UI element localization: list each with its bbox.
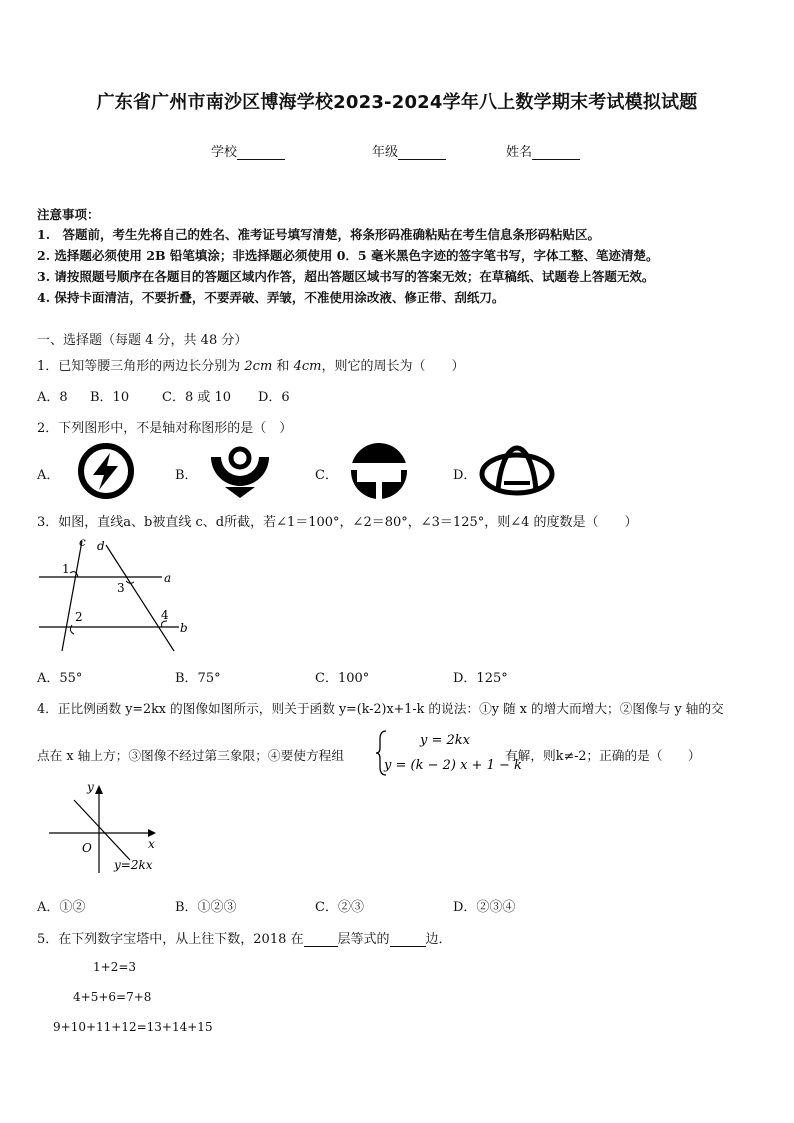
q5-row-2: 4+5+6=7+8 <box>73 990 152 1004</box>
q4-option-d[interactable]: D．②③④ <box>453 900 516 915</box>
q5-blank-2[interactable] <box>390 935 426 947</box>
name-label: 姓名 <box>506 145 533 160</box>
school-blank[interactable] <box>237 147 285 160</box>
note-item-2: 2. 选择题必须使用 2B 铅笔填涂；非选择题必须使用 0．5 毫米黑色字迹的签字笔书写，字体工整、笔迹清楚。 <box>37 248 659 263</box>
q4-graph <box>44 778 164 876</box>
q3-label-b: b <box>180 621 188 635</box>
q2-option-b[interactable]: B． <box>175 468 198 483</box>
notes-heading: 注意事项： <box>37 207 100 222</box>
q2-figure-c-quarter-disc-icon <box>347 443 411 499</box>
q2-option-a[interactable]: A． <box>37 468 60 483</box>
grade-blank[interactable] <box>398 147 446 160</box>
question-4-line-2-start: 点在 x 轴上方；③图像不经过第三象限；④要使方程组 <box>37 748 345 763</box>
name-blank[interactable] <box>532 147 580 160</box>
q1-option-a[interactable]: A．8 <box>37 390 68 405</box>
q3-label-3: 3 <box>117 581 125 595</box>
q3-option-a[interactable]: A．55° <box>37 671 83 686</box>
q2-option-c[interactable]: C． <box>315 468 338 483</box>
note-item-4: 4. 保持卡面清洁，不要折叠，不要弄破、弄皱，不准使用涂改液、修正带、刮纸刀。 <box>37 290 505 305</box>
q5-row-3: 9+10+11+12=13+14+15 <box>53 1020 213 1034</box>
q4-equation-2: y = (k − 2) x + 1 − k <box>384 758 522 773</box>
q3-label-a: a <box>164 571 172 585</box>
note-item-1: 1. 答题前，考生先将自己的姓名、准考证号填写清楚，将条形码准确粘贴在考生信息条形码粘贴区。 <box>37 227 601 242</box>
q3-option-b[interactable]: B．75° <box>175 671 221 686</box>
q3-label-c: c <box>79 535 86 549</box>
q3-label-2: 2 <box>75 610 83 624</box>
q3-figure <box>34 533 194 655</box>
q4-option-b[interactable]: B．①②③ <box>175 900 237 915</box>
section-heading: 一、选择题（每题 4 分，共 48 分） <box>37 333 248 348</box>
q4-label-y: y <box>87 780 94 794</box>
question-2: 2．下列图形中，不是轴对称图形的是（ ） <box>37 421 293 436</box>
q4-equation-system <box>376 729 522 777</box>
q3-label-4: 4 <box>161 608 169 622</box>
q4-equation-1: y = 2kx <box>420 733 470 748</box>
school-label: 学校 <box>211 145 238 160</box>
q4-label-origin: O <box>82 841 92 855</box>
q4-label-x: x <box>148 837 155 851</box>
q1-option-c[interactable]: C．8 或 10 <box>162 390 232 405</box>
question-4-line-1: 4．正比例函数 y=2kx 的图像如图所示，则关于函数 y=(k-2)x+1-k 的说法：①y 随 x 的增大而增大；②图像与 y 轴的交 <box>37 701 724 716</box>
q1-option-b[interactable]: B．10 <box>90 390 130 405</box>
q3-option-d[interactable]: D．125° <box>453 671 508 686</box>
q5-blank-1[interactable] <box>304 935 338 947</box>
q3-label-d: d <box>97 539 105 553</box>
q2-option-d[interactable]: D． <box>453 468 477 483</box>
grade-label: 年级 <box>372 145 399 160</box>
question-5: 5．在下列数字宝塔中，从上往下数，2018 在 层等式的 边． <box>37 932 452 947</box>
q3-line-c <box>62 541 82 651</box>
grade-field[interactable] <box>372 141 446 160</box>
q2-figure-d-oval-arch-icon <box>478 443 556 499</box>
page-title: 广东省广州市南沙区博海学校2023-2024学年八上数学期末考试模拟试题 <box>96 92 698 113</box>
question-1: 1．已知等腰三角形的两边长分别为 2cm 和 4cm，则它的周长为（ ） <box>37 359 465 374</box>
q3-option-c[interactable]: C．100° <box>315 671 370 686</box>
q4-option-c[interactable]: C．②③ <box>315 900 364 915</box>
q3-line-d <box>106 545 174 651</box>
question-3: 3．如图，直线a、b被直线 c、d所截，若∠1＝100°，∠2＝80°，∠3＝125°，则∠4 的度数是（ ） <box>37 515 638 530</box>
q5-row-1: 1+2=3 <box>93 960 137 974</box>
q1-option-d[interactable]: D．6 <box>258 390 290 405</box>
q4-option-a[interactable]: A．①② <box>37 900 86 915</box>
question-4-line-2-end: 有解，则k≠-2；正确的是（ ） <box>505 748 701 763</box>
q3-label-1: 1 <box>62 562 70 576</box>
q4-label-line: y=2kx <box>114 858 153 872</box>
q2-figure-b-emblem-icon <box>205 443 275 499</box>
name-field[interactable] <box>506 141 580 160</box>
school-field[interactable] <box>211 141 285 160</box>
note-item-3: 3. 请按照题号顺序在各题目的答题区域内作答，超出答题区域书写的答案无效；在草稿纸、试题卷上答题无效。 <box>37 269 655 284</box>
q2-figure-a-lightning-icon <box>73 443 139 499</box>
